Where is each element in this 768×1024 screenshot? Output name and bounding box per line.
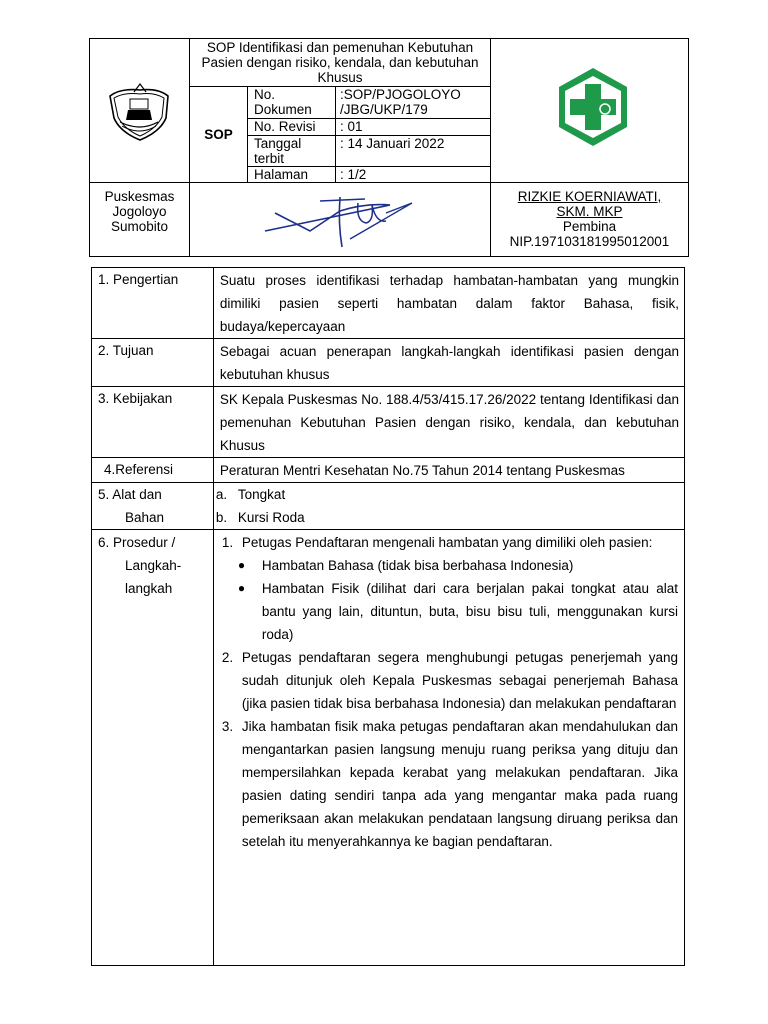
signer-cell (491, 183, 689, 257)
sop-title: SOP Identifikasi dan pemenuhan Kebutuhan Pasien dengan risiko, kendala, dan kebutuhan Khusus (190, 39, 491, 87)
list-item-text: Tongkat (237, 487, 286, 502)
step-text: Petugas Pendaftaran mengenali hambatan yang dimiliki oleh pasien: (241, 535, 653, 550)
section-label-referensi: 4.Referensi (92, 458, 214, 483)
list-marker: b. (215, 510, 228, 525)
section-label-prosedur (92, 530, 214, 966)
list-marker: a. (215, 487, 228, 502)
section-label-pengertian: 1. Pengertian (92, 268, 214, 339)
list-item-text: Kursi Roda (237, 510, 305, 525)
section-text-referensi: Peraturan Mentri Kesehatan No.75 Tahun 2014 tentang Puskesmas (213, 458, 684, 483)
section-label-alat-line1: 5. Alat dan (98, 487, 162, 502)
regional-logo-cell (90, 39, 190, 183)
step-text: Jika hambatan fisik maka petugas pendaftaran akan mendahulukan dan mengantarkan pasien langsung menuju ruang periksa yang dituju dan mempersilahkan kepada kerabat yang melakukan pendaftaran. Jika pasien dating sendiri tanpa ada yang mengantar maka pada ruang pemeriksaan akan melakukan pendataan langsung diruang periksa dan setelah itu menyerahkannya ke bagian pendaftaran. (241, 719, 678, 849)
signer-nip: NIP.197103181995012001 (509, 234, 670, 249)
step-number: 1. (221, 535, 234, 550)
list-item (214, 506, 684, 529)
bullet-icon: ● (237, 558, 246, 572)
section-label-kebijakan: 3. Kebijakan (92, 387, 214, 458)
step-number: 3. (221, 719, 234, 734)
meta-label-no-revisi: No. Revisi (248, 119, 336, 136)
sop-content-table (91, 267, 685, 966)
step-text: Petugas pendaftaran segera menghubungi petugas penerjemah yang sudah ditunjuk oleh Kepala Puskesmas sebagai penerjemah Bahasa (jika pasien tidak bisa berbahasa Indonesia) dan melakukan pendaftaran (241, 650, 678, 711)
signer-rank: Pembina (562, 219, 617, 234)
bullet-icon: ● (237, 581, 246, 595)
procedure-step-1 (220, 531, 678, 554)
meta-label-tanggal-terbit: Tanggal terbit (248, 136, 336, 167)
section-text-tujuan: Sebagai acuan penerapan langkah-langkah identifikasi pasien dengan kebutuhan khusus (213, 339, 684, 387)
section-label-prosedur-line1: 6. Prosedur / (98, 535, 176, 550)
regional-emblem-icon (90, 74, 189, 144)
signer-name: RIZKIE KOERNIAWATI, (517, 189, 662, 204)
sop-label: SOP (190, 87, 248, 183)
section-text-pengertian: Suatu proses identifikasi terhadap hambatan-hambatan yang mungkin dimiliki pasien seperti hambatan dalam faktor Bahasa, fisik, budaya/kepercayaan (213, 268, 684, 339)
org-name-line2: Jogoloyo (112, 204, 167, 219)
section-label-prosedur-line2: Langkah- (125, 558, 182, 573)
section-body-prosedur (213, 530, 684, 966)
bullet-item (220, 577, 678, 646)
section-label-alat-line2: Bahan (125, 510, 165, 525)
org-name-line3: Sumobito (110, 219, 169, 234)
meta-value-no-revisi: : 01 (336, 119, 491, 136)
section-label-alat (92, 483, 214, 530)
procedure-step-2 (220, 646, 678, 715)
bullet-text: Hambatan Fisik (dilihat dari cara berjalan pakai tongkat atau alat bantu yang lain, dituntun, buta, bisu bisu tuli, menggunakan kursi roda) (261, 581, 678, 642)
puskesmas-cross-icon (491, 54, 688, 164)
step-number: 2. (221, 650, 234, 665)
puskesmas-logo-cell (491, 39, 689, 183)
list-item (214, 483, 684, 506)
bullet-item (220, 554, 678, 577)
meta-value-tanggal-terbit: : 14 Januari 2022 (336, 136, 491, 167)
meta-label-halaman: Halaman (248, 167, 336, 183)
alat-list (214, 483, 684, 529)
procedure-step-3 (220, 715, 678, 853)
section-list-alat (213, 483, 684, 530)
org-name-cell (90, 183, 190, 257)
bullet-text: Hambatan Bahasa (tidak bisa berbahasa Indonesia) (261, 558, 574, 573)
meta-value-no-dokumen: :SOP/PJOGOLOYO /JBG/UKP/179 (336, 87, 491, 119)
org-name-line1: Puskesmas (104, 189, 175, 204)
signer-degree: SKM. MKP (556, 204, 623, 219)
section-text-kebijakan: SK Kepala Puskesmas No. 188.4/53/415.17.26/2022 tentang Identifikasi dan pemenuhan Kebutuhan Pasien dengan risiko, kendala, dan kebutuhan Khusus (213, 387, 684, 458)
signature-cell (190, 183, 491, 257)
section-label-tujuan: 2. Tujuan (92, 339, 214, 387)
sop-header-table (89, 38, 689, 257)
meta-value-halaman: : 1/2 (336, 167, 491, 183)
section-label-prosedur-line3: langkah (125, 581, 173, 596)
meta-label-no-dokumen: No. Dokumen (248, 87, 336, 119)
handwritten-signature (190, 183, 490, 253)
